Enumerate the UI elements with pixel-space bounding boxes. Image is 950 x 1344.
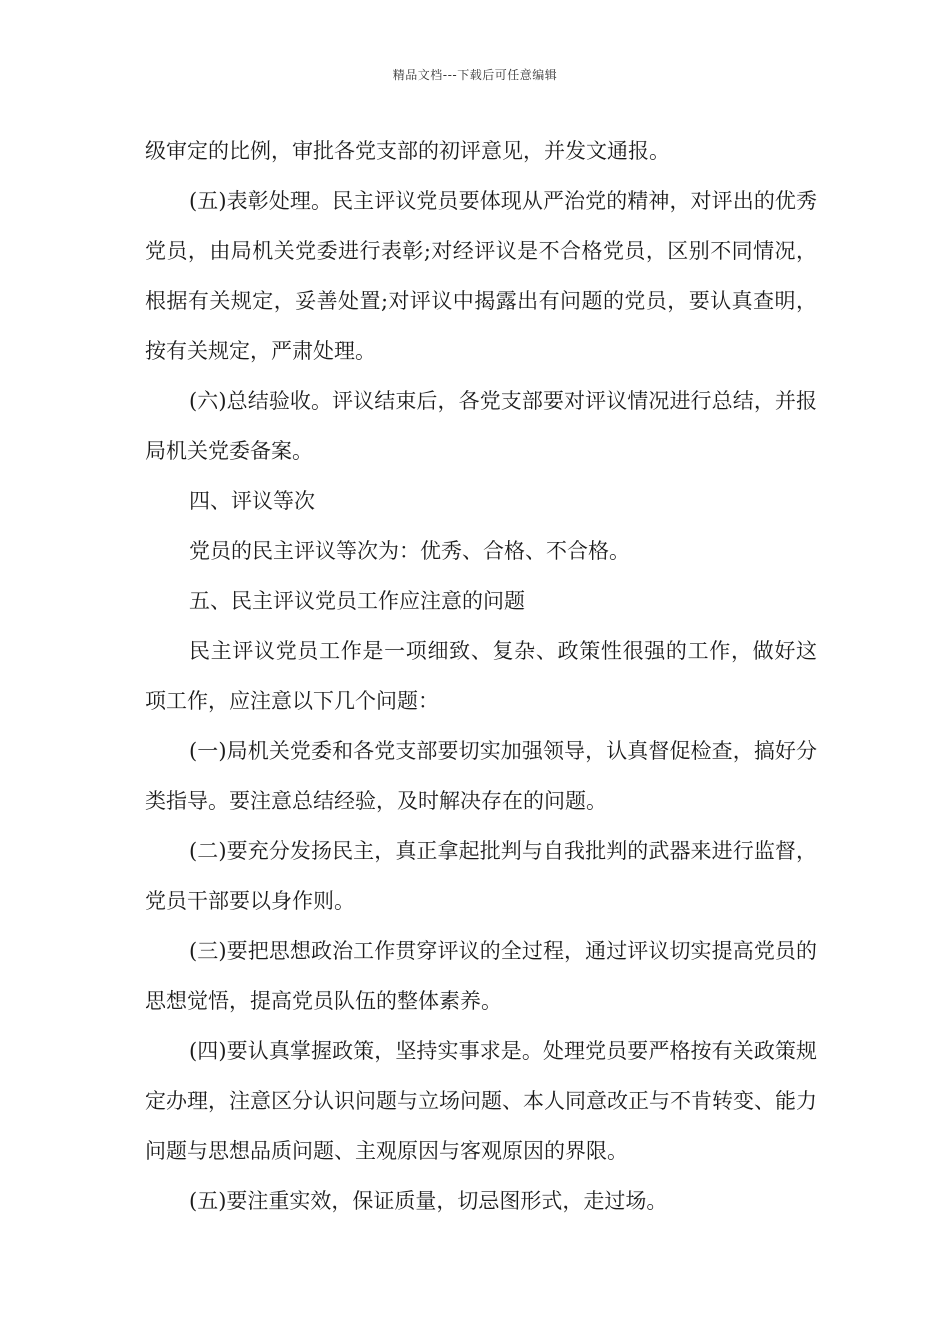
- paragraph-notes-intro: 民主评议党员工作是一项细致、复杂、政策性很强的工作，做好这项工作，应注意以下几个问题：: [145, 639, 817, 713]
- document-body: [145, 126, 817, 1226]
- paragraph-commendation: (五)表彰处理。民主评议党员要体现从严治党的精神，对评出的优秀党员，由局机关党委进行表彰;对经评议是不合格党员，区别不同情况，根据有关规定，妥善处置;对评议中揭露出有问题的党员，要认真查明，按有关规定，严肃处理。: [145, 189, 817, 363]
- section-heading-grades: 四、评议等次: [189, 489, 315, 513]
- paragraph-note-2: (二)要充分发扬民主，真正拿起批判与自我批判的武器来进行监督，党员干部要以身作则。: [145, 839, 817, 913]
- paragraph-note-5: (五)要注重实效，保证质量，切忌图形式，走过场。: [189, 1189, 668, 1213]
- paragraph-summary-acceptance: (六)总结验收。评议结束后，各党支部要对评议情况进行总结，并报局机关党委备案。: [145, 389, 817, 463]
- paragraph-note-4: (四)要认真掌握政策，坚持实事求是。处理党员要严格按有关政策规定办理，注意区分认识问题与立场问题、本人同意改正与不肯转变、能力问题与思想品质问题、主观原因与客观原因的界限。: [145, 1039, 817, 1163]
- paragraph-grades: 党员的民主评议等次为：优秀、合格、不合格。: [189, 539, 630, 563]
- paragraph-continuation: 级审定的比例，审批各党支部的初评意见，并发文通报。: [145, 139, 670, 163]
- paragraph-note-1: (一)局机关党委和各党支部要切实加强领导，认真督促检查，搞好分类指导。要注意总结经验，及时解决存在的问题。: [145, 739, 817, 813]
- page-header: 精品文档---下载后可任意编辑: [392, 68, 558, 82]
- section-heading-notes: 五、民主评议党员工作应注意的问题: [189, 589, 525, 613]
- paragraph-note-3: (三)要把思想政治工作贯穿评议的全过程，通过评议切实提高党员的思想觉悟，提高党员队伍的整体素养。: [145, 939, 817, 1013]
